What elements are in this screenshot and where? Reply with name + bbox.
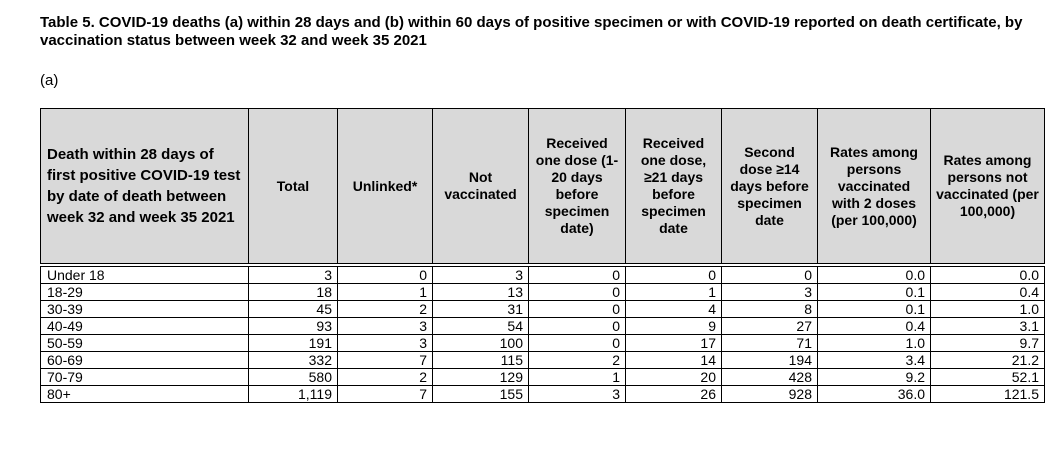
cell: 129 [433, 369, 529, 386]
cell: 7 [338, 352, 433, 369]
cell: 27 [722, 318, 818, 335]
col-header-not-vaccinated: Not vaccinated [433, 109, 529, 264]
col-header-one-dose-1-20: Received one dose (1-20 days before specimen date) [529, 109, 626, 264]
col-header-unlinked: Unlinked* [338, 109, 433, 264]
cell-age: 70-79 [41, 369, 249, 386]
cell: 9.2 [818, 369, 931, 386]
cell: 13 [433, 284, 529, 301]
cell: 3.4 [818, 352, 931, 369]
cell: 54 [433, 318, 529, 335]
cell: 100 [433, 335, 529, 352]
cell-age: 40-49 [41, 318, 249, 335]
col-header-rate-vaccinated: Rates among persons vaccinated with 2 doses (per 100,000) [818, 109, 931, 264]
cell-age: 80+ [41, 386, 249, 403]
table-title: Table 5. COVID-19 deaths (a) within 28 days and (b) within 60 days of positive specimen or with COVID-19 reported on death certificate, by vaccination status between week 32 and week 35 2021 [40, 14, 1023, 49]
cell: 36.0 [818, 386, 931, 403]
cell: 928 [722, 386, 818, 403]
cell: 428 [722, 369, 818, 386]
cell: 0.1 [818, 301, 931, 318]
cell: 3 [338, 335, 433, 352]
cell: 0 [529, 267, 626, 284]
col-header-age: Death within 28 days of first positive COVID-19 test by date of death between week 32 and week 35 2021 [41, 109, 249, 264]
cell: 26 [626, 386, 722, 403]
cell: 115 [433, 352, 529, 369]
cell: 0 [529, 335, 626, 352]
table-row [41, 267, 1045, 284]
cell: 0 [338, 267, 433, 284]
cell-age: 50-59 [41, 335, 249, 352]
cell: 2 [529, 352, 626, 369]
cell: 14 [626, 352, 722, 369]
cell: 155 [433, 386, 529, 403]
cell: 0 [626, 267, 722, 284]
cell: 3 [249, 267, 338, 284]
cell: 0 [529, 301, 626, 318]
cell: 21.2 [931, 352, 1045, 369]
cell: 1.0 [818, 335, 931, 352]
cell: 0 [722, 267, 818, 284]
section-label: (a) [40, 72, 59, 89]
cell-age: Under 18 [41, 267, 249, 284]
cell: 9.7 [931, 335, 1045, 352]
cell-age: 30-39 [41, 301, 249, 318]
cell: 0.0 [818, 267, 931, 284]
cell-age: 60-69 [41, 352, 249, 369]
cell: 3.1 [931, 318, 1045, 335]
table-row [41, 284, 1045, 301]
col-header-one-dose-21: Received one dose, ≥21 days before specimen date [626, 109, 722, 264]
deaths-table [40, 108, 1045, 403]
cell: 1.0 [931, 301, 1045, 318]
cell: 191 [249, 335, 338, 352]
cell: 580 [249, 369, 338, 386]
cell-age: 18-29 [41, 284, 249, 301]
cell: 45 [249, 301, 338, 318]
cell: 194 [722, 352, 818, 369]
cell: 93 [249, 318, 338, 335]
cell: 121.5 [931, 386, 1045, 403]
col-header-rate-not-vaccinated: Rates among persons not vaccinated (per 100,000) [931, 109, 1045, 264]
cell: 0 [529, 284, 626, 301]
table-row [41, 369, 1045, 386]
cell: 0.1 [818, 284, 931, 301]
cell: 3 [722, 284, 818, 301]
cell: 1 [529, 369, 626, 386]
cell: 2 [338, 369, 433, 386]
cell: 1 [626, 284, 722, 301]
cell: 18 [249, 284, 338, 301]
cell: 0.4 [931, 284, 1045, 301]
cell: 20 [626, 369, 722, 386]
cell: 31 [433, 301, 529, 318]
table-row [41, 352, 1045, 369]
cell: 52.1 [931, 369, 1045, 386]
cell: 4 [626, 301, 722, 318]
table-row [41, 318, 1045, 335]
cell: 2 [338, 301, 433, 318]
cell: 3 [433, 267, 529, 284]
cell: 9 [626, 318, 722, 335]
cell: 0.0 [931, 267, 1045, 284]
col-header-second-dose: Second dose ≥14 days before specimen date [722, 109, 818, 264]
cell: 8 [722, 301, 818, 318]
col-header-total: Total [249, 109, 338, 264]
cell: 7 [338, 386, 433, 403]
cell: 71 [722, 335, 818, 352]
cell: 17 [626, 335, 722, 352]
table-row [41, 335, 1045, 352]
table-row [41, 301, 1045, 318]
table-row [41, 386, 1045, 403]
cell: 0.4 [818, 318, 931, 335]
cell: 0 [529, 318, 626, 335]
cell: 3 [529, 386, 626, 403]
cell: 332 [249, 352, 338, 369]
header-row [41, 109, 1045, 264]
cell: 1,119 [249, 386, 338, 403]
cell: 1 [338, 284, 433, 301]
cell: 3 [338, 318, 433, 335]
